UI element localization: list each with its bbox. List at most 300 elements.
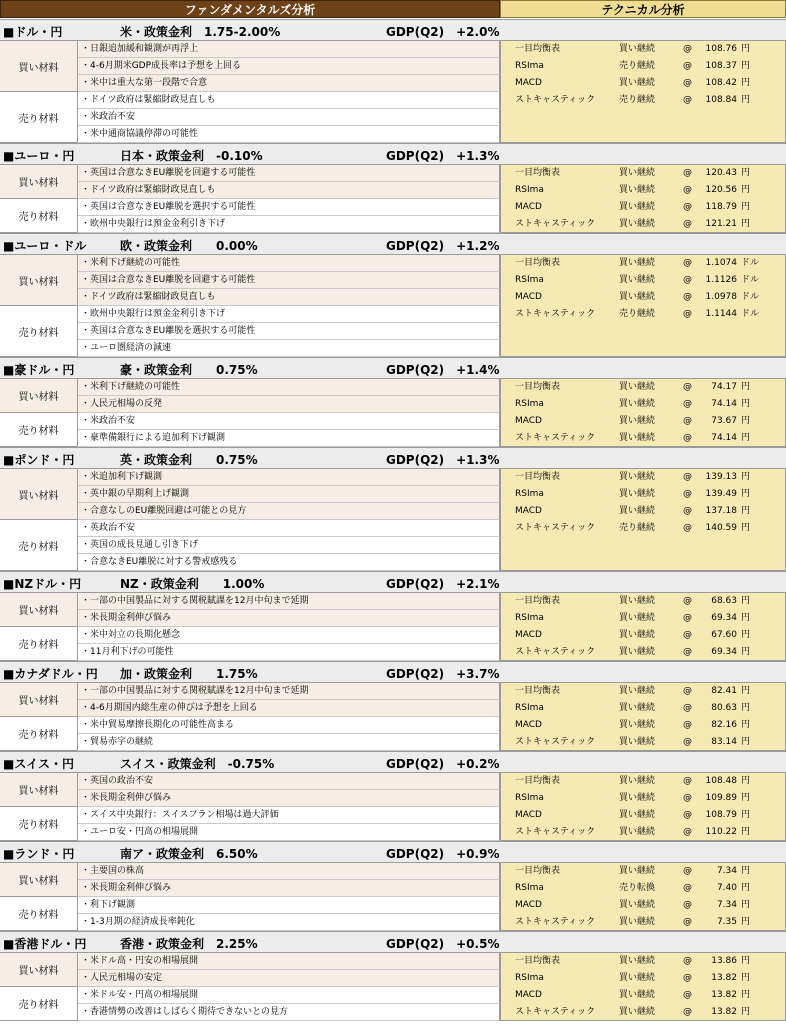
price-level: 7.35	[716, 917, 737, 927]
price-level: 108.76	[705, 44, 737, 54]
technical-row	[501, 396, 786, 413]
at-symbol: @	[683, 506, 692, 516]
at-symbol: @	[683, 78, 692, 88]
buy-factors-label: 買い材料	[0, 773, 78, 806]
sell-factor-item: ・ユーロ圏経済の減速	[78, 340, 500, 357]
technical-row	[501, 182, 786, 199]
buy-factor-item: ・主要国の株高	[78, 863, 500, 880]
sell-factors-group	[0, 92, 500, 143]
policy-rate: 英・政策金利 0.75%	[120, 453, 258, 467]
technical-row	[501, 58, 786, 75]
currency-block	[0, 357, 786, 447]
price-level: 74.14	[711, 399, 737, 409]
signal-status: 買い継続	[619, 506, 656, 516]
technical-row	[501, 165, 786, 182]
technical-row	[501, 430, 786, 447]
buy-factor-item: ・米長期金利伸び悩み	[78, 880, 500, 897]
sell-factors-group	[0, 897, 500, 931]
sell-factor-item: ・1-3月期の経済成長率鈍化	[78, 914, 500, 931]
at-symbol: @	[683, 900, 692, 910]
policy-rate: 米・政策金利 1.75-2.00%	[120, 25, 281, 39]
currency-title-bar	[0, 571, 786, 593]
technical-row	[501, 953, 786, 970]
at-symbol: @	[683, 275, 692, 285]
price-level: 110.22	[705, 827, 737, 837]
currency-title-bar	[0, 143, 786, 165]
price-unit: 円	[741, 793, 751, 803]
currency-title-bar	[0, 233, 786, 255]
technical-row	[501, 807, 786, 824]
technical-row	[501, 379, 786, 396]
gdp-growth: GDP(Q2) +0.2%	[386, 757, 500, 771]
buy-factor-item: ・ドイツ政府は緊縮財政見直しも	[78, 289, 500, 306]
technical-panel	[500, 165, 786, 233]
policy-rate: スイス・政策金利 -0.75%	[120, 757, 275, 771]
currency-block	[0, 143, 786, 233]
signal-status: 買い継続	[619, 973, 656, 983]
currency-title-bar	[0, 19, 786, 41]
price-level: 140.59	[705, 523, 737, 533]
sell-factor-item: ・貿易赤字の継続	[78, 734, 500, 751]
at-symbol: @	[683, 720, 692, 730]
price-level: 13.86	[711, 956, 737, 966]
sell-factors-label: 売り材料	[0, 306, 78, 356]
sell-factors-label: 売り材料	[0, 627, 78, 660]
buy-factor-item: ・米利下げ継続の可能性	[78, 379, 500, 396]
price-level: 7.34	[716, 900, 737, 910]
price-unit: 円	[741, 866, 751, 876]
price-unit: 円	[741, 219, 751, 229]
indicator-name: RSIma	[515, 489, 544, 499]
price-unit: 円	[741, 776, 751, 786]
buy-factor-item: ・米長期金利伸び悩み	[78, 610, 500, 627]
sell-factors-group	[0, 199, 500, 233]
at-symbol: @	[683, 1007, 692, 1017]
price-level: 7.40	[716, 883, 737, 893]
at-symbol: @	[683, 219, 692, 229]
sell-factor-item: ・利下げ観測	[78, 897, 500, 914]
buy-factor-item: ・人民元相場の安定	[78, 970, 500, 987]
price-level: 69.34	[711, 647, 737, 657]
buy-factor-item: ・英国は合意なきEU離脱を回避する可能性	[78, 272, 500, 289]
price-unit: 円	[741, 61, 751, 71]
sell-factors-group	[0, 717, 500, 751]
indicator-name: MACD	[515, 292, 542, 302]
technical-row	[501, 773, 786, 790]
at-symbol: @	[683, 596, 692, 606]
buy-factors-label: 買い材料	[0, 863, 78, 896]
indicator-name: ストキャスティック	[515, 219, 596, 229]
price-level: 13.82	[711, 1007, 737, 1017]
price-unit: 円	[741, 399, 751, 409]
price-level: 82.16	[711, 720, 737, 730]
price-unit: 円	[741, 506, 751, 516]
signal-status: 売り継続	[619, 523, 656, 533]
price-unit: ドル	[741, 275, 760, 285]
price-unit: 円	[741, 917, 751, 927]
price-unit: 円	[741, 956, 751, 966]
currency-pair-name: ■ユーロ・円	[3, 149, 75, 163]
signal-status: 買い継続	[619, 686, 656, 696]
technical-row	[501, 880, 786, 897]
at-symbol: @	[683, 185, 692, 195]
at-symbol: @	[683, 168, 692, 178]
buy-factor-item: ・米長期金利伸び悩み	[78, 790, 500, 807]
currency-title-bar	[0, 841, 786, 863]
price-level: 108.48	[705, 776, 737, 786]
technical-row	[501, 486, 786, 503]
indicator-name: ストキャスティック	[515, 523, 596, 533]
buy-factors-group	[0, 593, 500, 627]
at-symbol: @	[683, 382, 692, 392]
indicator-name: MACD	[515, 630, 542, 640]
signal-status: 買い継続	[619, 596, 656, 606]
buy-factors-group	[0, 469, 500, 520]
price-unit: 円	[741, 630, 751, 640]
price-unit: 円	[741, 737, 751, 747]
buy-factors-label: 買い材料	[0, 379, 78, 412]
technical-row	[501, 306, 786, 323]
indicator-name: ストキャスティック	[515, 827, 596, 837]
at-symbol: @	[683, 44, 692, 54]
at-symbol: @	[683, 883, 692, 893]
price-level: 120.56	[705, 185, 737, 195]
signal-status: 買い継続	[619, 810, 656, 820]
signal-status: 買い継続	[619, 630, 656, 640]
sell-factor-item: ・米政治不安	[78, 413, 500, 430]
signal-status: 買い継続	[619, 44, 656, 54]
buy-factors-group	[0, 953, 500, 987]
technical-row	[501, 41, 786, 58]
price-level: 74.17	[711, 382, 737, 392]
price-unit: 円	[741, 720, 751, 730]
sell-factors-label: 売り材料	[0, 92, 78, 142]
fundamentals-header: ファンダメンタルズ分析	[0, 0, 500, 18]
currency-block	[0, 233, 786, 357]
sell-factor-item: ・欧州中央銀行は預金金利引き下げ	[78, 216, 500, 233]
technical-panel	[500, 773, 786, 841]
buy-factors-group	[0, 379, 500, 413]
signal-status: 買い継続	[619, 472, 656, 482]
technical-row	[501, 644, 786, 661]
price-level: 74.14	[711, 433, 737, 443]
signal-status: 買い継続	[619, 382, 656, 392]
at-symbol: @	[683, 489, 692, 499]
signal-status: 買い継続	[619, 613, 656, 623]
currency-block	[0, 447, 786, 571]
price-unit: 円	[741, 95, 751, 105]
sell-factors-label: 売り材料	[0, 199, 78, 232]
buy-factors-label: 買い材料	[0, 469, 78, 519]
price-unit: 円	[741, 613, 751, 623]
buy-factor-item: ・4-6月期国内総生産の伸びは予想を上回る	[78, 700, 500, 717]
currency-title-bar	[0, 447, 786, 469]
signal-status: 売り転換	[619, 883, 656, 893]
price-unit: 円	[741, 523, 751, 533]
sell-factor-item: ・合意なきEU離脱に対する警戒感残る	[78, 554, 500, 571]
price-level: 120.43	[705, 168, 737, 178]
at-symbol: @	[683, 917, 692, 927]
price-unit: 円	[741, 433, 751, 443]
indicator-name: MACD	[515, 720, 542, 730]
sell-factor-item: ・スイス中央銀行：スイスフラン相場は過大評価	[78, 807, 500, 824]
buy-factors-label: 買い材料	[0, 165, 78, 198]
at-symbol: @	[683, 292, 692, 302]
buy-factor-item: ・米中は重大な第一段階で合意	[78, 75, 500, 92]
sell-factor-item: ・英国は合意なきEU離脱を選択する可能性	[78, 323, 500, 340]
signal-status: 買い継続	[619, 185, 656, 195]
at-symbol: @	[683, 827, 692, 837]
price-level: 73.67	[711, 416, 737, 426]
technical-row	[501, 216, 786, 233]
gdp-growth: GDP(Q2) +0.9%	[386, 847, 500, 861]
at-symbol: @	[683, 61, 692, 71]
at-symbol: @	[683, 523, 692, 533]
technical-row	[501, 75, 786, 92]
buy-factor-item: ・4-6月期米GDP成長率は予想を上回る	[78, 58, 500, 75]
indicator-name: 一目均衡表	[515, 382, 561, 392]
buy-factors-group	[0, 255, 500, 306]
policy-rate: 南ア・政策金利 6.50%	[120, 847, 258, 861]
technical-row	[501, 863, 786, 880]
price-unit: ドル	[741, 292, 760, 302]
price-level: 69.34	[711, 613, 737, 623]
indicator-name: ストキャスティック	[515, 433, 596, 443]
sell-factors-group	[0, 520, 500, 571]
technical-panel	[500, 379, 786, 447]
indicator-name: RSIma	[515, 793, 544, 803]
buy-factor-item: ・米ドル高・円安の相場展開	[78, 953, 500, 970]
at-symbol: @	[683, 630, 692, 640]
buy-factors-group	[0, 41, 500, 92]
indicator-name: 一目均衡表	[515, 866, 561, 876]
technical-row	[501, 503, 786, 520]
buy-factors-label: 買い材料	[0, 683, 78, 716]
buy-factors-label: 買い材料	[0, 593, 78, 626]
gdp-growth: GDP(Q2) +1.4%	[386, 363, 500, 377]
price-level: 13.82	[711, 990, 737, 1000]
indicator-name: 一目均衡表	[515, 44, 561, 54]
indicator-name: MACD	[515, 810, 542, 820]
currency-pair-name: ■ユーロ・ドル	[3, 239, 87, 253]
sell-factor-item: ・豪準備銀行による追加利下げ観測	[78, 430, 500, 447]
at-symbol: @	[683, 399, 692, 409]
technical-panel	[500, 41, 786, 143]
price-level: 118.79	[705, 202, 737, 212]
policy-rate: 加・政策金利 1.75%	[120, 667, 258, 681]
price-unit: 円	[741, 489, 751, 499]
signal-status: 買い継続	[619, 776, 656, 786]
buy-factors-label: 買い材料	[0, 953, 78, 986]
signal-status: 買い継続	[619, 720, 656, 730]
signal-status: 売り継続	[619, 95, 656, 105]
at-symbol: @	[683, 613, 692, 623]
technical-row	[501, 1004, 786, 1021]
sell-factor-item: ・欧州中央銀行は預金金利引き下げ	[78, 306, 500, 323]
currency-pair-name: ■豪ドル・円	[3, 363, 75, 377]
signal-status: 買い継続	[619, 258, 656, 268]
sell-factor-item: ・11月利下げの可能性	[78, 644, 500, 661]
price-level: 108.79	[705, 810, 737, 820]
indicator-name: 一目均衡表	[515, 596, 561, 606]
price-level: 109.89	[705, 793, 737, 803]
buy-factor-item: ・合意なしのEU離脱回避は可能との見方	[78, 503, 500, 520]
technical-panel	[500, 593, 786, 661]
technical-row	[501, 987, 786, 1004]
indicator-name: ストキャスティック	[515, 309, 596, 319]
sell-factor-item: ・米中通商協議停滞の可能性	[78, 126, 500, 143]
gdp-growth: GDP(Q2) +0.5%	[386, 937, 500, 951]
sell-factors-label: 売り材料	[0, 717, 78, 750]
at-symbol: @	[683, 737, 692, 747]
price-unit: 円	[741, 973, 751, 983]
technical-row	[501, 593, 786, 610]
signal-status: 売り継続	[619, 61, 656, 71]
at-symbol: @	[683, 258, 692, 268]
indicator-name: 一目均衡表	[515, 956, 561, 966]
technical-row	[501, 272, 786, 289]
buy-factor-item: ・英国は合意なきEU離脱を回避する可能性	[78, 165, 500, 182]
gdp-growth: GDP(Q2) +1.2%	[386, 239, 500, 253]
price-level: 1.1144	[705, 309, 737, 319]
price-level: 139.13	[705, 472, 737, 482]
indicator-name: RSIma	[515, 185, 544, 195]
currency-block	[0, 931, 786, 1021]
sell-factor-item: ・英政治不安	[78, 520, 500, 537]
technical-row	[501, 627, 786, 644]
indicator-name: 一目均衡表	[515, 686, 561, 696]
price-level: 108.84	[705, 95, 737, 105]
signal-status: 買い継続	[619, 866, 656, 876]
sell-factors-label: 売り材料	[0, 413, 78, 446]
signal-status: 買い継続	[619, 219, 656, 229]
price-level: 68.63	[711, 596, 737, 606]
indicator-name: ストキャスティック	[515, 1007, 596, 1017]
buy-factors-group	[0, 773, 500, 807]
indicator-name: RSIma	[515, 883, 544, 893]
sell-factors-group	[0, 987, 500, 1021]
indicator-name: 一目均衡表	[515, 472, 561, 482]
price-level: 80.63	[711, 703, 737, 713]
at-symbol: @	[683, 776, 692, 786]
signal-status: 買い継続	[619, 917, 656, 927]
at-symbol: @	[683, 202, 692, 212]
at-symbol: @	[683, 990, 692, 1000]
indicator-name: RSIma	[515, 973, 544, 983]
price-unit: 円	[741, 883, 751, 893]
currency-pair-name: ■ポンド・円	[3, 453, 75, 467]
technical-row	[501, 520, 786, 537]
sell-factors-group	[0, 413, 500, 447]
technical-row	[501, 790, 786, 807]
buy-factors-label: 買い材料	[0, 41, 78, 91]
sell-factor-item: ・英国は合意なきEU離脱を選択する可能性	[78, 199, 500, 216]
at-symbol: @	[683, 472, 692, 482]
gdp-growth: GDP(Q2) +2.1%	[386, 577, 500, 591]
signal-status: 買い継続	[619, 416, 656, 426]
signal-status: 買い継続	[619, 433, 656, 443]
sell-factors-group	[0, 306, 500, 357]
price-unit: 円	[741, 44, 751, 54]
price-unit: ドル	[741, 258, 760, 268]
currency-pair-name: ■カナダドル・円	[3, 667, 98, 681]
price-level: 108.37	[705, 61, 737, 71]
buy-factor-item: ・一部の中国製品に対する関税賦課を12月中旬まで延期	[78, 683, 500, 700]
buy-factor-item: ・日銀追加緩和観測が再浮上	[78, 41, 500, 58]
indicator-name: ストキャスティック	[515, 647, 596, 657]
price-level: 67.60	[711, 630, 737, 640]
signal-status: 買い継続	[619, 168, 656, 178]
currency-pair-name: ■ランド・円	[3, 847, 75, 861]
indicator-name: 一目均衡表	[515, 168, 561, 178]
price-level: 139.49	[705, 489, 737, 499]
at-symbol: @	[683, 973, 692, 983]
currency-block	[0, 661, 786, 751]
signal-status: 買い継続	[619, 737, 656, 747]
signal-status: 買い継続	[619, 292, 656, 302]
sell-factors-group	[0, 627, 500, 661]
at-symbol: @	[683, 309, 692, 319]
policy-rate: NZ・政策金利 1.00%	[120, 577, 265, 591]
at-symbol: @	[683, 703, 692, 713]
at-symbol: @	[683, 793, 692, 803]
technical-panel	[500, 469, 786, 571]
signal-status: 買い継続	[619, 647, 656, 657]
gdp-growth: GDP(Q2) +1.3%	[386, 453, 500, 467]
price-unit: 円	[741, 1007, 751, 1017]
price-unit: 円	[741, 185, 751, 195]
buy-factor-item: ・米利下げ継続の可能性	[78, 255, 500, 272]
price-level: 108.42	[705, 78, 737, 88]
technical-row	[501, 824, 786, 841]
technical-row	[501, 897, 786, 914]
indicator-name: MACD	[515, 416, 542, 426]
policy-rate: 香港・政策金利 2.25%	[120, 937, 258, 951]
at-symbol: @	[683, 95, 692, 105]
technical-row	[501, 289, 786, 306]
at-symbol: @	[683, 433, 692, 443]
indicator-name: MACD	[515, 900, 542, 910]
signal-status: 買い継続	[619, 703, 656, 713]
technical-panel	[500, 953, 786, 1021]
price-unit: 円	[741, 416, 751, 426]
indicator-name: 一目均衡表	[515, 776, 561, 786]
sell-factors-label: 売り材料	[0, 807, 78, 840]
signal-status: 買い継続	[619, 793, 656, 803]
indicator-name: RSIma	[515, 613, 544, 623]
sell-factors-label: 売り材料	[0, 520, 78, 570]
indicator-name: MACD	[515, 202, 542, 212]
indicator-name: 一目均衡表	[515, 258, 561, 268]
price-unit: 円	[741, 900, 751, 910]
price-unit: 円	[741, 686, 751, 696]
technical-panel	[500, 863, 786, 931]
signal-status: 買い継続	[619, 827, 656, 837]
indicator-name: ストキャスティック	[515, 95, 596, 105]
price-unit: 円	[741, 382, 751, 392]
policy-rate: 欧・政策金利 0.00%	[120, 239, 258, 253]
signal-status: 買い継続	[619, 275, 656, 285]
buy-factor-item: ・人民元相場の反発	[78, 396, 500, 413]
indicator-name: RSIma	[515, 275, 544, 285]
technical-row	[501, 469, 786, 486]
buy-factors-label: 買い材料	[0, 255, 78, 305]
sell-factor-item: ・米政治不安	[78, 109, 500, 126]
price-unit: 円	[741, 596, 751, 606]
signal-status: 買い継続	[619, 900, 656, 910]
price-unit: 円	[741, 990, 751, 1000]
gdp-growth: GDP(Q2) +1.3%	[386, 149, 500, 163]
